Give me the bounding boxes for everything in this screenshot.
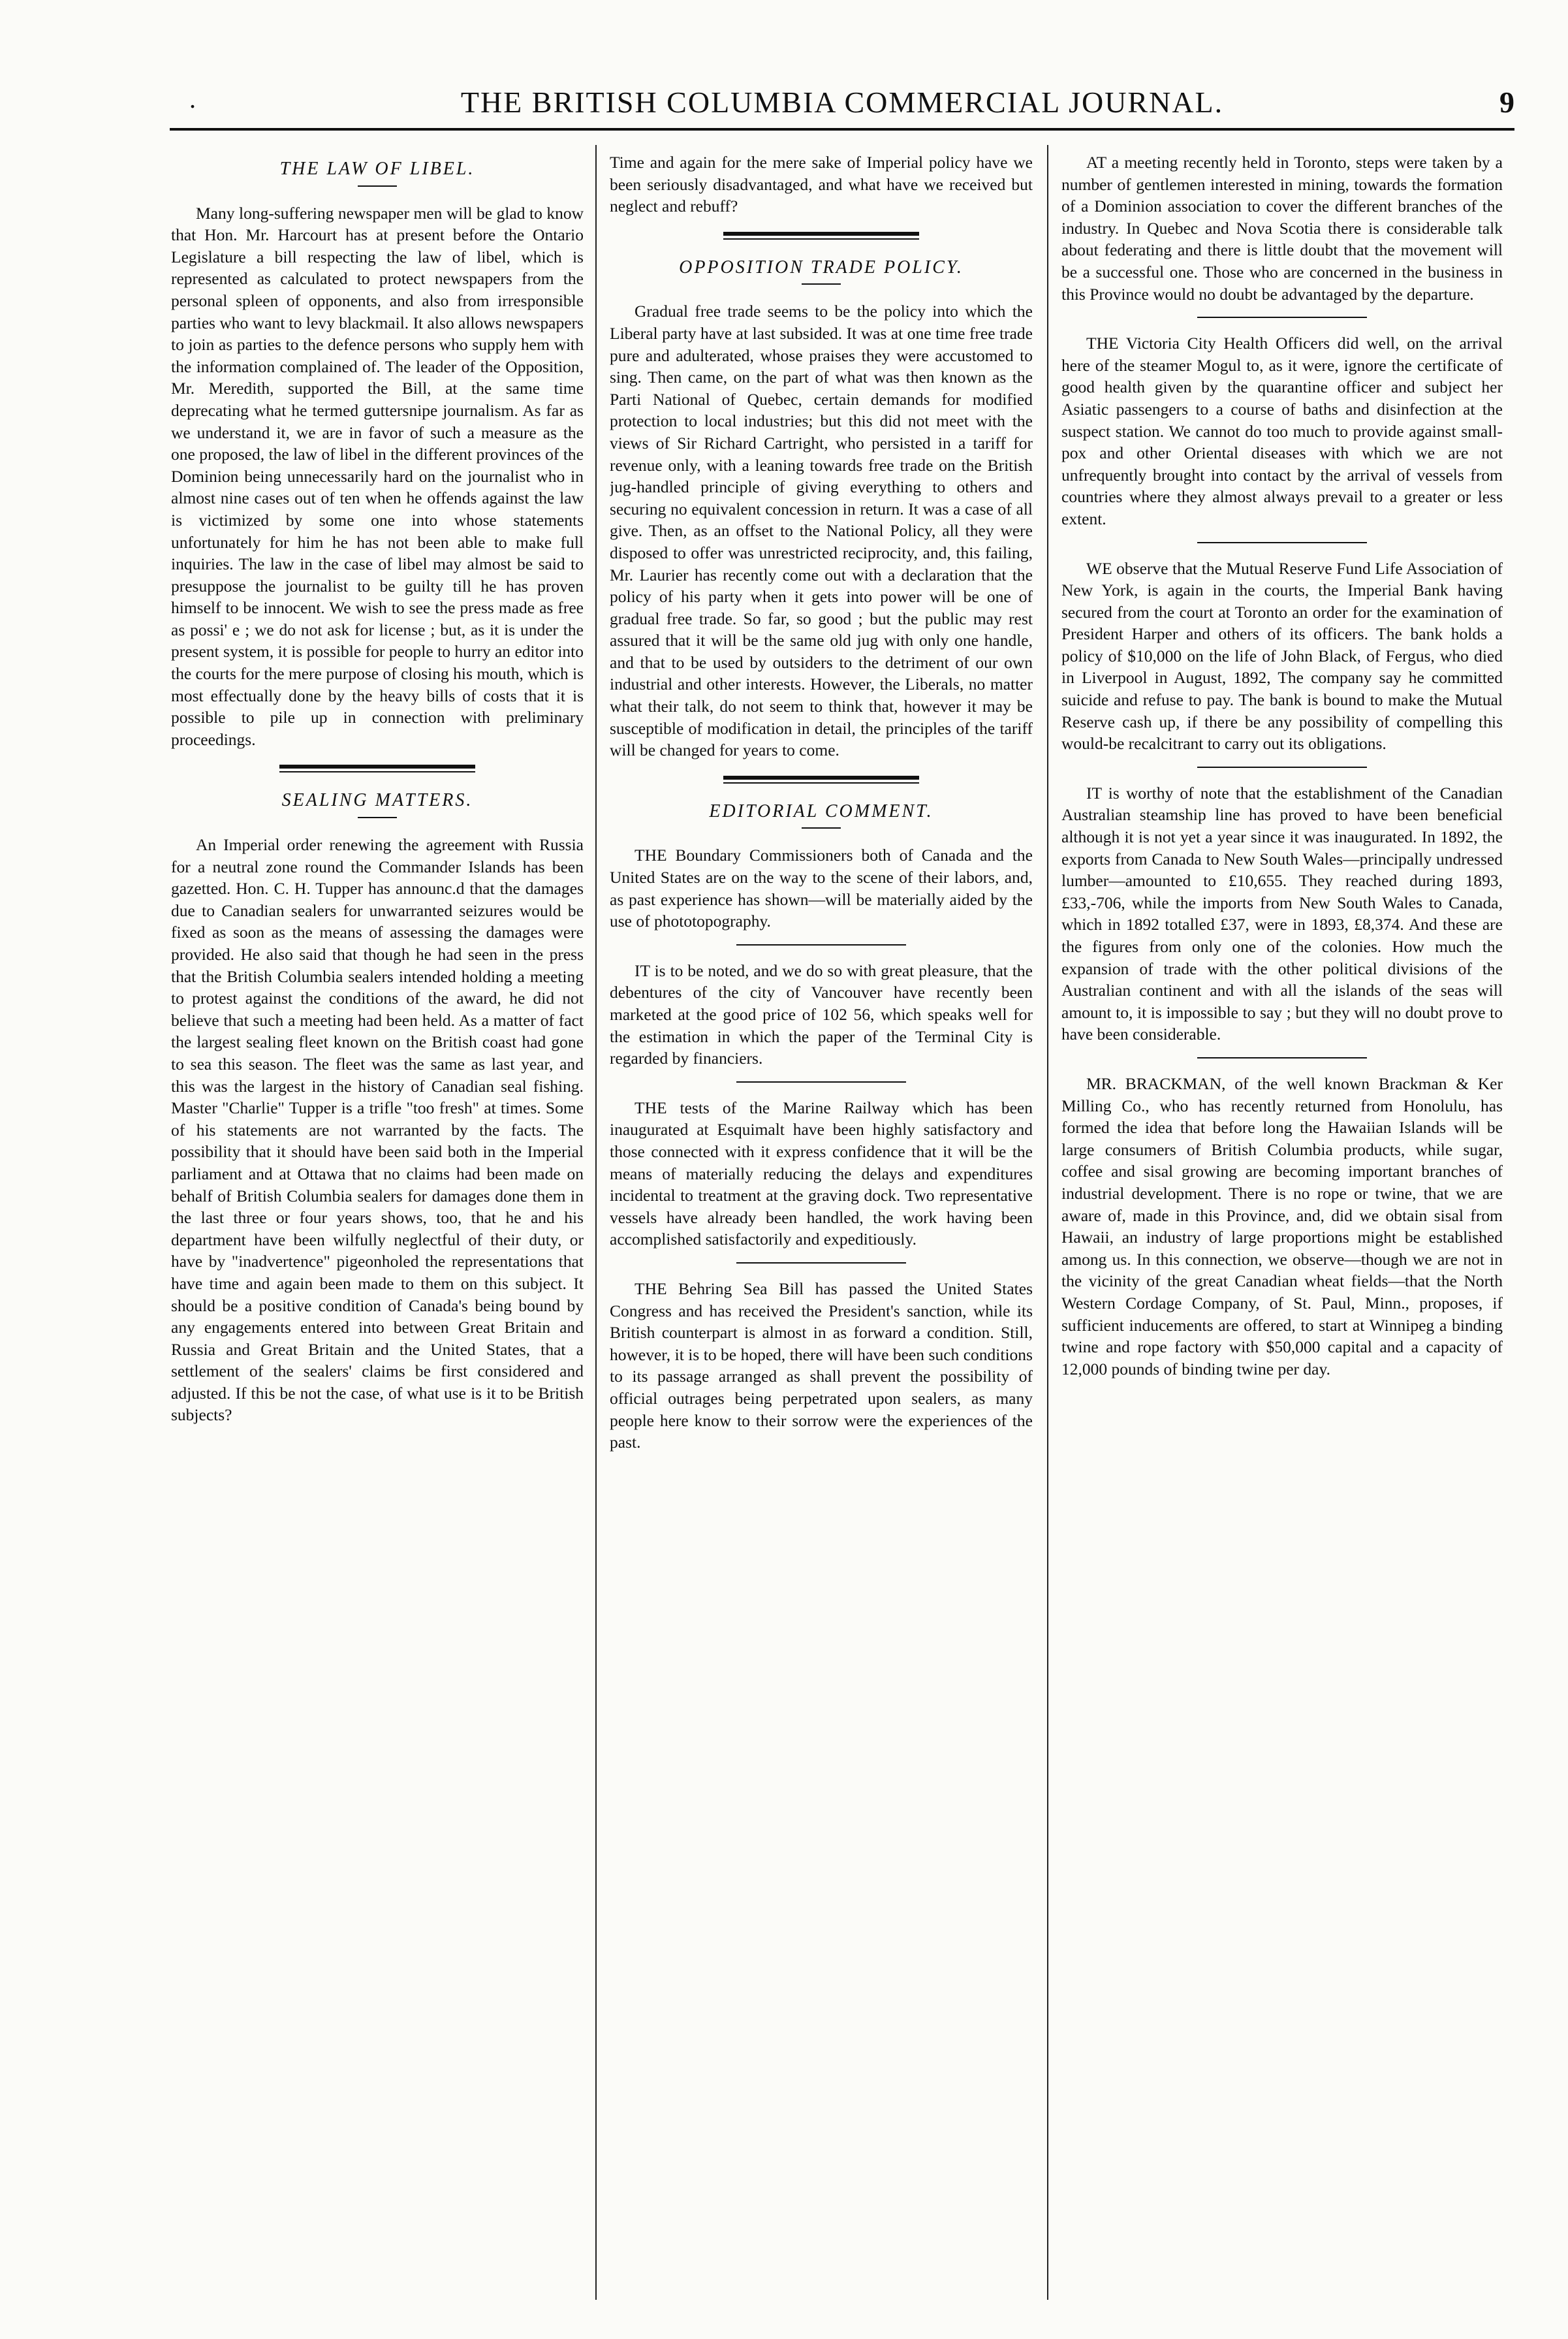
editorial-item: AT a meeting recently held in Toronto, steps were taken by a number of gentlemen interested in mining, towards the formation of a Dominion association to cover the different branches of the industry. In Quebec and Nova Scotia there is considerable talk about federating and there is little doubt that the movement will be a successful one. Those who are concerned in the business in this Province would no doubt be advantaged by the departure. [1061,153,1503,304]
article-heading-opposition-trade-policy: OPPOSITION TRADE POLICY. [679,257,964,278]
column-divider [1047,145,1048,2300]
item-separator [1197,767,1367,768]
item-separator [736,944,906,946]
masthead-dot: . [189,84,196,114]
article-heading-editorial-comment: EDITORIAL COMMENT. [709,801,933,821]
column-divider [595,145,597,2300]
column-3 [1061,151,1503,2293]
item-separator [1197,542,1367,543]
editorial-item: MR. BRACKMAN, of the well known Brackman & Ker Milling Co., who has recently returned from Honolulu, has formed the idea that before long the Hawaiian Islands will be large consumers of British Columbia products, while sugar, coffee and sisal growing are becoming important branches of industrial development. There is no rope or twine, that we are aware of, made in this Province, and, did we obtain sisal from Hawaii, an industry of large proportions might be established among us. In this connection, we observe—though we are not in the vicinity of the great Canadian wheat fields—that the North Western Cordage Company, of St. Paul, Minn., proposes, if sufficient inducements are offered, to start at Winnipeg a binding twine and rope factory with $50,000 capital and a capacity of 12,000 pounds of binding twine per day. [1061,1074,1503,1378]
heading-rule [358,185,397,187]
masthead [170,77,1514,123]
heading-rule [802,283,841,285]
column-2 [610,151,1033,2293]
item-separator [1197,1057,1367,1058]
column-1 [171,151,584,2293]
editorial-item: THE Behring Sea Bill has passed the United States Congress and has received the President's sanction, while its British counterpart is almost in as forward a condition. Still, however, it is to be hoped, there will have been such conditions to its passage arranged as shall prevent the possibility of official outrages being perpetrated upon sealers, as many people here know to their sorrow were the experiences of the past. [610,1279,1033,1452]
section-divider [279,765,475,772]
header-rule [170,128,1514,131]
editorial-item: THE tests of the Marine Railway which has been inaugurated at Esquimalt have been highly satisfactory and those connected with it express confidence that it will be the means of materially reducing the delays and expenditures incidental to treatment at the graving dock. Two representative vessels have already been handled, the work having been accomplished satisfactorily and expeditiously. [610,1098,1033,1249]
article-paragraph: Many long-suffering newspaper men will be glad to know that Hon. Mr. Harcourt has at present before the Ontario Legislature a bill respecting the law of libel, which is represented as calculated to protect newspapers from the personal spleen of opponents, and also from irresponsible parties who want to levy blackmail. It also allows newspapers to join as parties to the defence persons who supply hem with the information complained of. The leader of the Opposition, Mr. Meredith, supported the Bill, at the same time deprecating what he termed guttersnipe journalism. As far as we understand it, we are in favor of such a measure as the one proposed, the law of libel in the different provinces of the Dominion being unnecessarily hard on the journalist who in almost nine cases out of ten when he offends against the law is victimized by some one into whose statements unfortunately for him he has not been able to make full inquiries. The law in the case of libel may almost be said to presuppose the journalist to be guilty till he has proven himself to be innocent. We wish to see the press made as free as possi' e ; we do not ask for license ; but, as it is under the present system, it is possible for people to hurry an editor into the courts for the mere purpose of closing his mouth, which is most effectually done by the heavy bills of costs that it is possible to pile up in connection with preliminary proceedings. [171,203,584,749]
heading-rule [358,817,397,818]
editorial-item: IT is to be noted, and we do so with great pleasure, that the debentures of the city of Vancouver have recently been marketed at the good price of 102 56, which speaks well for the estimation in which the paper of the Terminal City is regarded by financiers. [610,961,1033,1068]
heading-rule [802,827,841,829]
editorial-item: IT is worthy of note that the establishment of the Canadian Australian steamship line has proved to have been beneficial although it is not yet a year since it was inaugurated. In 1892, the exports from Canada to New South Wales—principally undressed lumber—amounted to £10,655. They reached during 1893, £33,-706, while the imports from New South Wales to Canada, which in 1892 totalled £37, were in 1893, £8,374. And these are the figures from only one of the colonies. How much the expansion of trade with the other political divisions of the Australian continent and with all the islands of the seas will amount to, it is impossible to say ; but they will no doubt prove to have been considerable. [1061,783,1503,1044]
item-separator [736,1262,906,1264]
item-separator [736,1081,906,1083]
section-divider [723,776,919,784]
article-paragraph: Gradual free trade seems to be the policy into which the Liberal party have at last subsided. It was at one time free trade pure and adulterated, whose praises they were accustomed to sing. Then came, on the part of what was then known as the Parti National of Quebec, certain demands for modified protection to local industries; but this did not meet with the views of Sir Richard Cartright, who persisted in a tariff for revenue only, with a leaning towards free trade on the British jug-handled principle of giving everything to others and securing no equivalent concession in return. It was a case of all give. Then, as an offset to the National Policy, all they were disposed to offer was unrestricted reciprocity, and, this failing, Mr. Laurier has recently come out with a declaration that the policy of his party when it gets into power will be one of gradual free trade. So far, so good ; but the public may rest assured that it will be the same old jug with only one handle, and that to be used by outsiders to the detriment of our own industrial and other interests. However, the Liberals, no matter what their talk, do not seem to think that, however it may be susceptible of modification in detail, the principles of the tariff will be changed for years to come. [610,302,1033,760]
section-divider [723,232,919,240]
journal-title: THE BRITISH COLUMBIA COMMERCIAL JOURNAL. [460,86,1224,119]
article-heading-sealing-matters: SEALING MATTERS. [281,790,473,811]
article-heading-law-of-libel: THE LAW OF LIBEL. [279,159,475,179]
article-paragraph: An Imperial order renewing the agreement with Russia for a neutral zone round the Commander Islands has been gazetted. Hon. C. H. Tupper has announc.d that the damages due to Canadian sealers for unwarranted seizures would be fixed as soon as the means of assessing the damages were provided. He also said that though he had seen in the press that the British Columbia sealers intended holding a meeting to protest against the conditions of the award, he did not believe that such a meeting had been held. As a matter of fact the largest sealing fleet known on the British coast had gone to sea this season. The fleet was the same as last year, and this was the largest in the history of Canadian seal fishing. Master "Charlie" Tupper is a trifle "too fresh" at times. Some of his statements are not warranted by the facts. The possibility that it should have been said both in the Imperial parliament and at Ottawa that no claims had been made on behalf of British Columbia sealers for damages done them in the last three or four years shows, too, that he and his department have been wilfully neglectful of their duty, or have by "inadvertence" pigeonholed the representations that have time and again been made to them on this subject. It should be a positive condition of Canada's being bound by any engagements entered into between Great Britain and Russia and Great Britain and the United States, that a settlement of the sealers' claims be first considered and adjusted. If this be not the case, of what use is it to be British subjects? [171,835,584,1425]
editorial-item: WE observe that the Mutual Reserve Fund Life Association of New York, is again in the courts, the Imperial Bank having secured from the court at Toronto an order for the examination of President Harper and others of its officers. The bank holds a policy of $10,000 on the life of John Black, of Fergus, who died in Liverpool in August, 1892, The company say he committed suicide and refuse to pay. The bank is bound to make the Mutual Reserve cash up, if there be any possibility of compelling this would-be recalcitrant to carry out its obligations. [1061,558,1503,754]
page-number: 9 [1499,86,1514,119]
article-paragraph-continued: Time and again for the mere sake of Imperial policy have we been seriously disadvantaged, and what have we received but neglect and rebuff? [610,153,1033,216]
editorial-item: THE Victoria City Health Officers did well, on the arrival here of the steamer Mogul to, as it were, ignore the certificate of good health given by the quarantine officer and subject her Asiatic passengers to a course of baths and disinfection at the suspect station. We cannot do too much to provide against small-pox and other Oriental diseases with which we are not unfrequently brought into contact by the arrival of vessels from countries where they almost always prevail to a greater or less extent. [1061,334,1503,528]
editorial-item: THE Boundary Commissioners both of Canada and the United States are on the way to the scene of their labors, and, as past experience has shown—will be materially aided by the use of phototopography. [610,846,1033,931]
item-separator [1197,317,1367,318]
